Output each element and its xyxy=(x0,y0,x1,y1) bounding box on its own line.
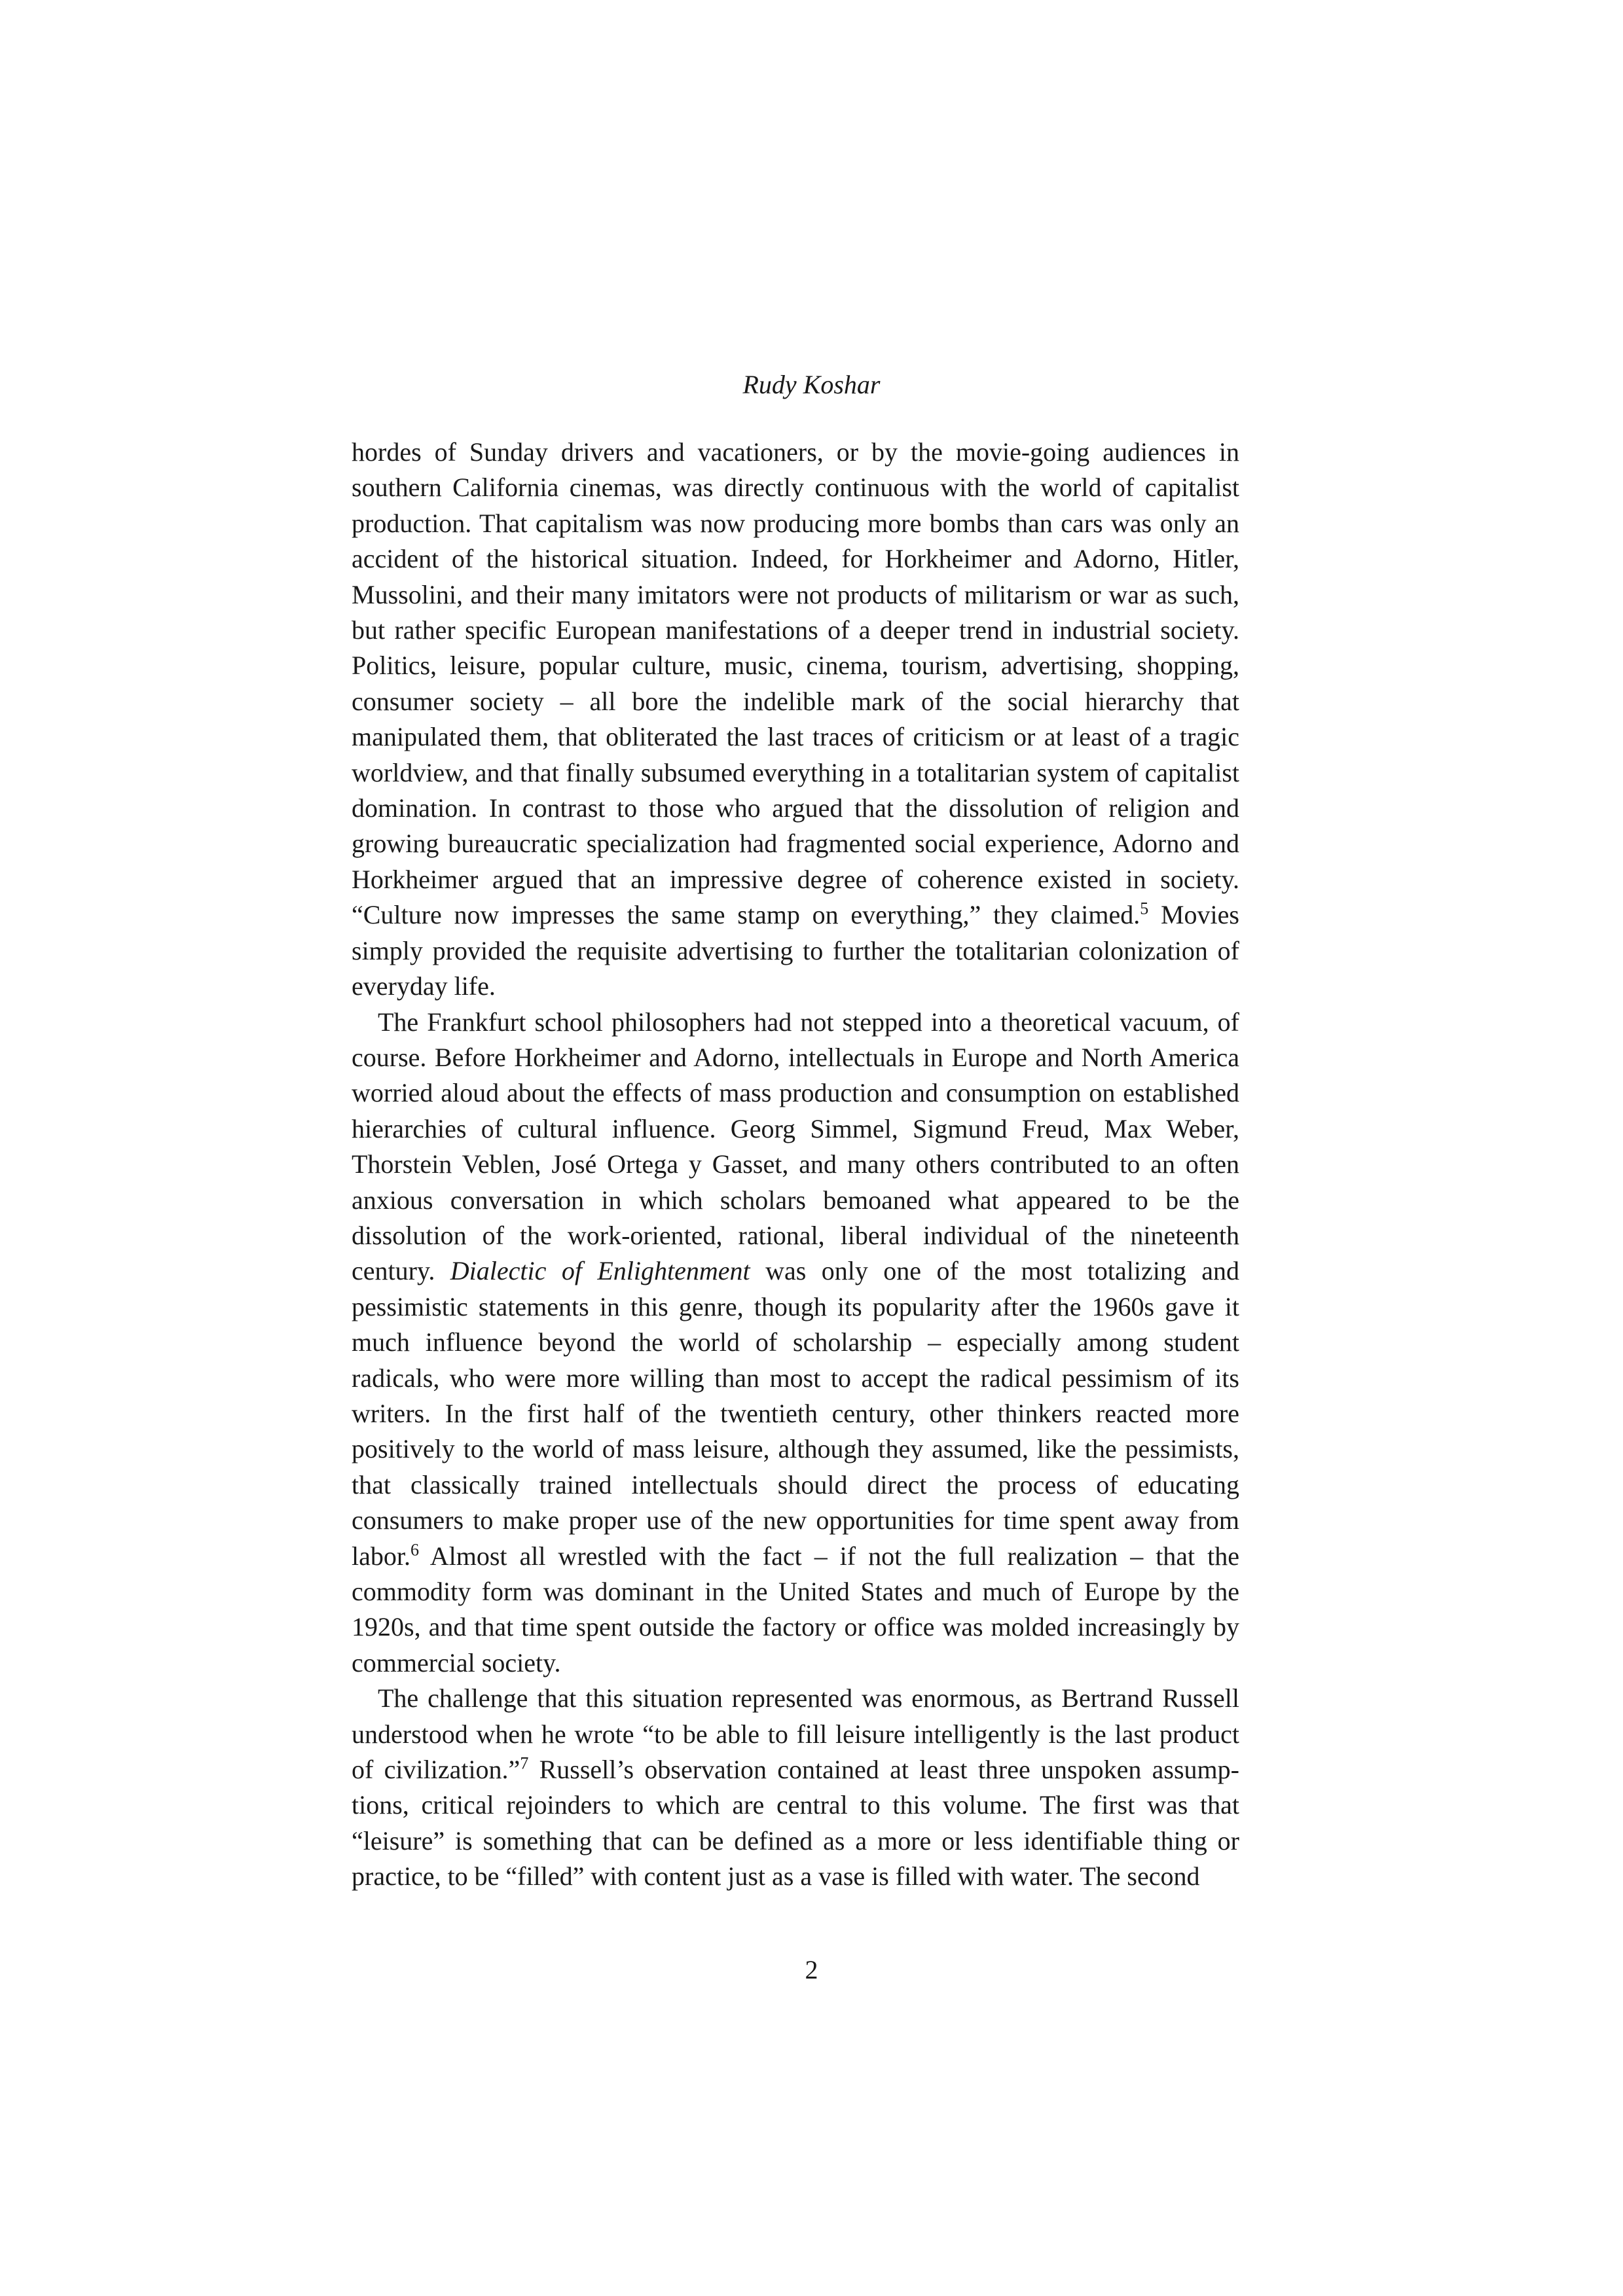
paragraph-1-text-1: hordes of Sunday drivers and vacationers, or by the movie-going audiences in southern California cinemas, was directly continuous with the world of capitalist production. That capitalism was now producing more bombs than cars was only an accident of the historical situation. Indeed, for Horkheimer and Adorno, Hitler, Mussolini, and their many imitators were not products of militarism or war as such, but rather specific European manifestations of a deeper trend in industrial society. Politics, leisure, popular culture, music, cinema, tourism, advertising, shopping, consumer society – all bore the indelible mark of the social hierarchy that manipulated them, that obliterated the last traces of criticism or at least of a tragic worldview, and that finally subsumed everything in a totalitarian system of capitalist domination. In contrast to those who argued that the dissolution of religion and growing bureaucratic specialization had fragmented social experience, Adorno and Horkheimer argued that an impressive degree of coherence existed in society. “Culture now impresses the same stamp on everything,” they claimed. xyxy=(352,437,1239,930)
footnote-ref-7: 7 xyxy=(520,1753,529,1773)
paragraph-2-text-1: The Frankfurt school philosophers had not stepped into a theoretical vacuum, of course. Before Horkheimer and Adorno, intellectuals in Europe and North America worried aloud about the effects of mass production and consumption on established hierarchies of cultural influence. Georg Simmel, Sigmund Freud, Max Weber, Thorstein Veblen, José Ortega y Gasset, and many others contributed to an often anxious conversation in which scholars bemoaned what appeared to be the dissolution of the work-oriented, rational, liberal individual of the nineteenth century. xyxy=(352,1007,1239,1286)
paragraph-3 xyxy=(352,1681,1239,1894)
footnote-ref-6: 6 xyxy=(410,1540,419,1560)
body-text xyxy=(352,435,1239,1895)
paragraph-1 xyxy=(352,435,1239,1005)
paragraph-1-text-2: Movies simply provided the requisite advertising to further the totalitarian colonization of everyday life. xyxy=(352,900,1239,1001)
footnote-ref-5: 5 xyxy=(1140,899,1149,918)
paragraph-3-text-1: The challenge that this situation represented was enormous, as Bertrand Russell understood when he wrote “to be able to fill leisure intelligently is the last product of civilization.” xyxy=(352,1683,1239,1785)
paragraph-3-text-2: Russell’s observation contained at least three unspoken assumptions, critical rejoinders to which are central to this volume. The first was that “leisure” is something that can be defined as a more or less identifiable thing or practice, to be “filled” with content just as a vase is filled with water. The second xyxy=(352,1755,1239,1892)
paragraph-2 xyxy=(352,1005,1239,1681)
page-number: 2 xyxy=(805,1955,818,1984)
book-title: Dialectic of Enlightenment xyxy=(450,1256,750,1286)
paragraph-2-text-2: was only one of the most totalizing and pessimistic statements in this genre, though its popularity after the 1960s gave it much influence beyond the world of scholarship – especially among student radicals, who were more willing than most to accept the radical pessimism of its writers. In the first half of the twentieth century, other thinkers reacted more positively to the world of mass leisure, although they assumed, like the pessimists, that classically trained intellectuals should direct the process of educating consumers to make proper use of the new opportunities for time spent away from labor. xyxy=(352,1256,1240,1571)
paragraph-2-text-3: Almost all wrestled with the fact – if not the full realization – that the commodity form was dominant in the United States and much of Europe by the 1920s, and that time spent outside the factory or office was molded increasingly by commercial society. xyxy=(352,1541,1239,1677)
running-head: Rudy Koshar xyxy=(742,370,881,399)
